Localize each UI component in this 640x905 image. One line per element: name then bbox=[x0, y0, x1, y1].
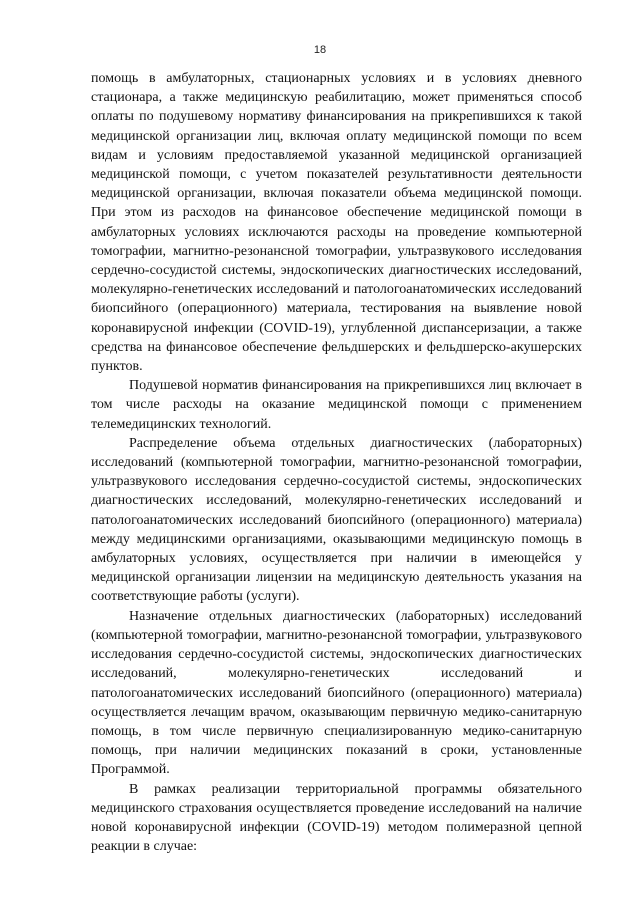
paragraph-prescription-of-studies: Назначение отдельных диагностических (лабораторных) исследований (компьютерной томографии, магнитно-резонансной томографии, ультразвукового исследования сердечно-сосудистой системы, эндоскопических диагностических исследований, молекулярно-генетических исследований и патологоанатомических исследований биопсийного (операционного) материала) осуществляется лечащим врачом, оказывающим первичную медико-санитарную помощь, в том числе первичную специализированную медико-санитарную помощь, при наличии медицинских показаний в сроки, установленные Программой. bbox=[91, 608, 582, 778]
paragraph-distribution-of-volume: Распределение объема отдельных диагностических (лабораторных) исследований (компьютерной томографии, магнитно-резонансной томографии, ультразвукового исследования сердечно-сосудистой системы, эндоскопических диагностических исследований, молекулярно-генетических исследований и патологоанатомических исследований биопсийного (операционного) материала) между медицинскими организациями, оказывающими медицинскую помощь в амбулаторных условиях, осуществляется при наличии в имеющейся у медицинской организации лицензии на медицинскую деятельность указания на соответствующие работы (услуги). bbox=[91, 435, 582, 605]
document-body bbox=[91, 69, 582, 856]
paragraph-per-capita-standard: Подушевой норматив финансирования на прикрепившихся лиц включает в том числе расходы на оказание медицинской помощи с применением телемедицинских технологий. bbox=[91, 378, 582, 432]
paragraph-continuation: помощь в амбулаторных, стационарных условиях и в условиях дневного стационара, а также медицинскую реабилитацию, может применяться способ оплаты по подушевому нормативу финансирования на прикрепившихся к такой медицинской организации лиц, включая оплату медицинской помощи по всем видам и условиям предоставляемой указанной медицинской организацией медицинской помощи, с учетом показателей результативности деятельности медицинской организации, включая показатели объема медицинской помощи. При этом из расходов на финансовое обеспечение медицинской помощи в амбулаторных условиях исключаются расходы на проведение компьютерной томографии, магнитно-резонансной томографии, ультразвукового исследования сердечно-сосудистой системы, эндоскопических диагностических исследований, молекулярно-генетических исследований и патологоанатомических исследований биопсийного (операционного) материала, тестирования на выявление новой коронавирусной инфекции (COVID-19), углубленной диспансеризации, а также средства на финансовое обеспечение фельдшерских и фельдшерско-акушерских пунктов. bbox=[91, 71, 582, 375]
page-number: 18 bbox=[313, 44, 327, 56]
paragraph-covid-pcr-testing: В рамках реализации территориальной программы обязательного медицинского страхования осуществляется проведение исследований на наличие новой коронавирусной инфекции (COVID-19) методом полимеразной цепной реакции в случае: bbox=[91, 781, 582, 855]
